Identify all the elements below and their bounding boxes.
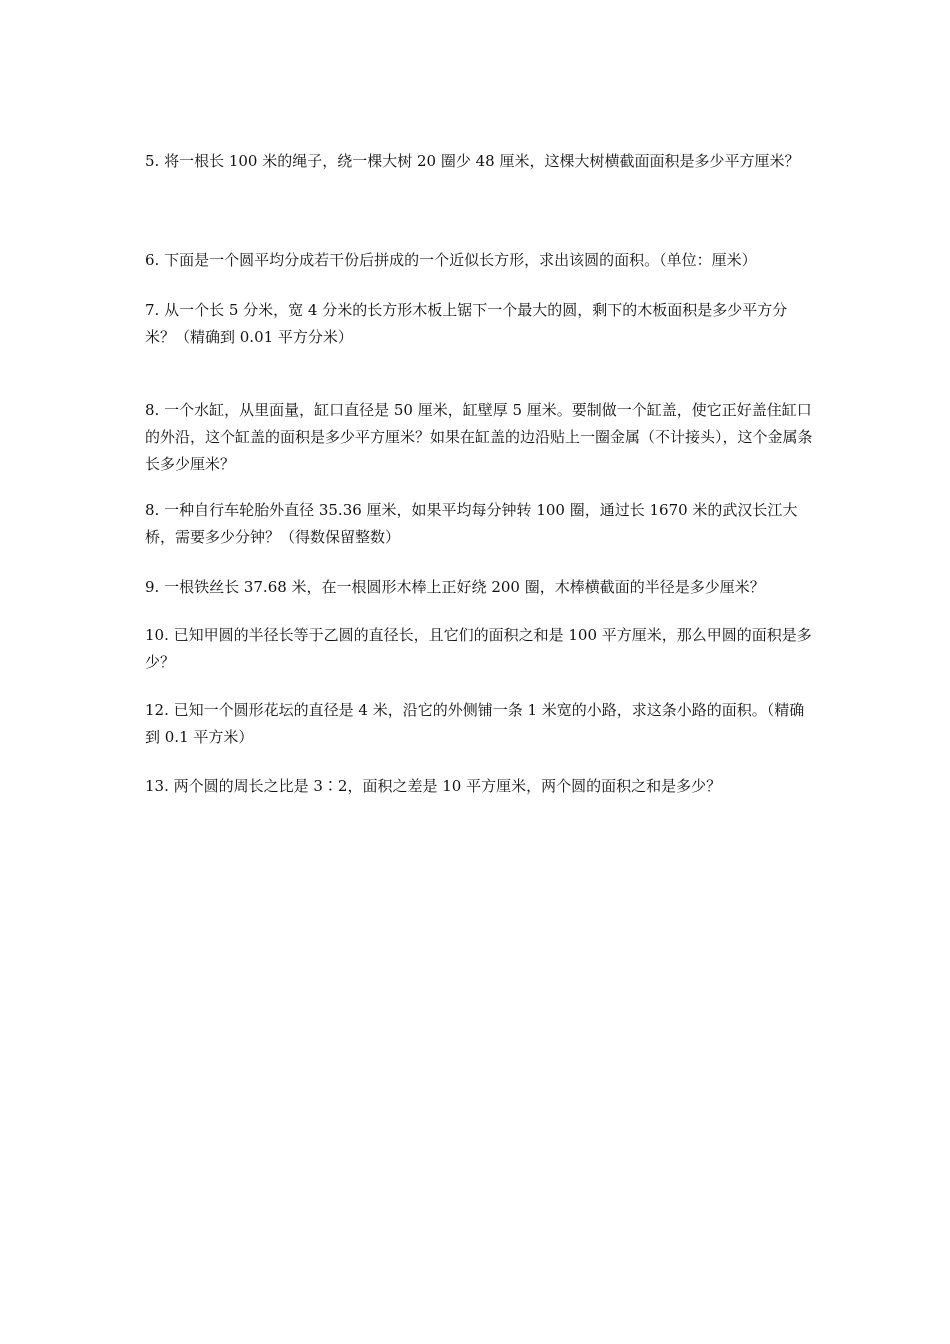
question-10: 10. 已知甲圆的半径长等于乙圆的直径长，且它们的面积之和是 100 平方厘米，那么甲圆的面积是多少？	[145, 626, 812, 671]
question-9: 9. 一根铁丝长 37.68 米，在一根圆形木棒上正好绕 200 圈，木棒横截面的半径是多少厘米？	[145, 578, 765, 596]
question-6: 6. 下面是一个圆平均分成若干份后拼成的一个近似长方形，求出该圆的面积。（单位：厘米）	[145, 251, 757, 269]
question-12: 12. 已知一个圆形花坛的直径是 4 米，沿它的外侧铺一条 1 米宽的小路，求这条小路的面积。（精确到 0.1 平方米）	[145, 701, 805, 746]
question-13: 13. 两个圆的周长之比是 3∶2，面积之差是 10 平方厘米，两个圆的面积之和是多少？	[145, 777, 722, 795]
question-5: 5. 将一根长 100 米的绳子，绕一棵大树 20 圈少 48 厘米，这棵大树横截面面积是多少平方厘米？	[145, 152, 800, 170]
question-8-bicycle-tire: 8. 一种自行车轮胎外直径 35.36 厘米，如果平均每分钟转 100 圈，通过长 1670 米的武汉长江大桥，需要多少分钟？（得数保留整数）	[145, 501, 798, 546]
question-8-water-tank: 8. 一个水缸，从里面量，缸口直径是 50 厘米，缸壁厚 5 厘米。要制做一个缸盖，使它正好盖住缸口的外沿，这个缸盖的面积是多少平方厘米？如果在缸盖的边沿贴上一圈金属（不计接头），这个金属条长多少厘米？	[145, 401, 813, 473]
question-7: 7. 从一个长 5 分米，宽 4 分米的长方形木板上锯下一个最大的圆，剩下的木板面积是多少平方分米？（精确到 0.01 平方分米）	[145, 301, 788, 346]
